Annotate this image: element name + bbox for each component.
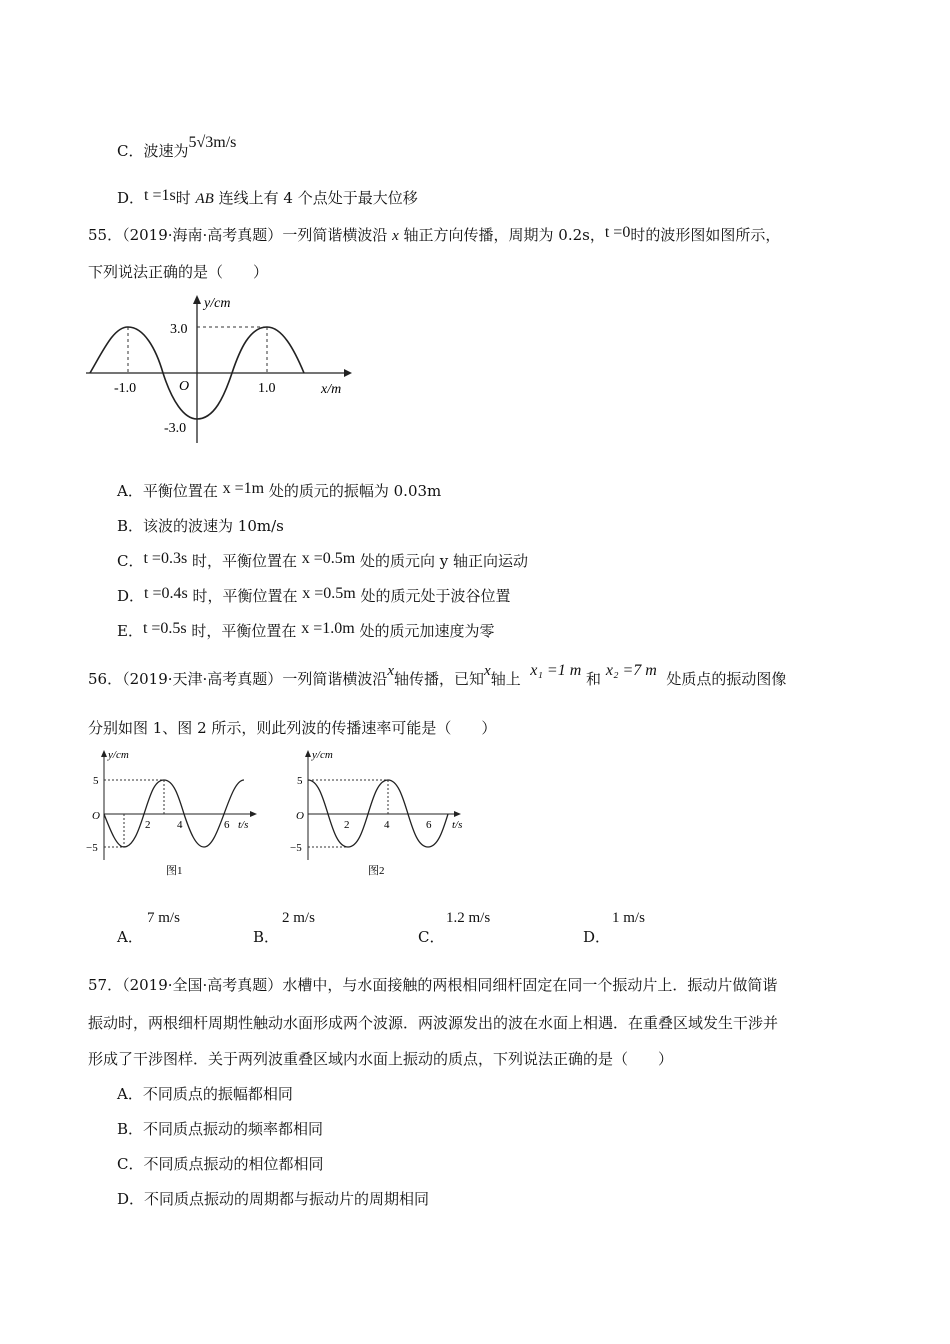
y-axis-arrow <box>193 295 201 304</box>
fig1-caption: 图1 <box>166 865 183 877</box>
wave-speed-value: 5√3m/s <box>188 134 237 151</box>
q55-option-a[interactable]: A．平衡位置在 x =1m 处的质元的振幅为 0.03m <box>117 480 442 500</box>
fig2-caption: 图2 <box>368 865 385 877</box>
svg-text:6: 6 <box>426 819 432 831</box>
y-axis-label: y/cm <box>204 296 231 311</box>
q55-stem-line1: 55．（2019·海南·高考真题）一列简谐横波沿 x 轴正方向传播，周期为 0.2s，t =0时的波形图如图所示， <box>88 224 781 244</box>
q57-stem-line3: 形成了干涉图样．关于两列波重叠区域内水面上振动的质点，下列说法正确的是（ ） <box>88 1050 674 1068</box>
q57-option-d[interactable]: D．不同质点振动的周期都与振动片的周期相同 <box>117 1190 430 1208</box>
q57-stem-line2: 振动时，两根细杆周期性触动水面形成两个波源．两波源发出的波在水面上相遇．在重叠区域发生干涉并 <box>88 1014 779 1032</box>
q56-figure-2 <box>288 748 468 880</box>
svg-text:4: 4 <box>177 819 183 831</box>
q57-option-a[interactable]: A．不同质点的振幅都相同 <box>117 1085 293 1103</box>
svg-text:t/s: t/s <box>238 819 249 831</box>
q57-option-c[interactable]: C．不同质点振动的相位都相同 <box>117 1155 324 1173</box>
svg-text:−5: −5 <box>86 842 98 854</box>
q55-stem-line2: 下列说法正确的是（ ） <box>88 263 269 281</box>
q55-option-d[interactable]: D．t =0.4s 时，平衡位置在 x =0.5m 处的质元处于波谷位置 <box>117 585 511 605</box>
q57-option-b[interactable]: B．不同质点振动的频率都相同 <box>117 1120 324 1138</box>
q55-option-b[interactable]: B．该波的波速为 10m/s <box>117 517 284 535</box>
svg-text:2: 2 <box>344 819 350 831</box>
q57-stem-line1: 57．（2019·全国·高考真题）水槽中，与水面接触的两根相同细杆固定在同一个振动片上．振动片做简谐 <box>88 976 778 994</box>
svg-text:y/cm: y/cm <box>312 749 333 761</box>
svg-text:5: 5 <box>93 775 99 787</box>
x-axis-label: x/m <box>321 382 342 397</box>
svg-text:5: 5 <box>297 775 303 787</box>
x-axis-arrow <box>344 369 352 377</box>
q56-stem-line2: 分别如图 1、图 2 所示，则此列波的传播速率可能是（ ） <box>88 719 497 737</box>
svg-text:t/s: t/s <box>452 819 463 831</box>
q55-option-c[interactable]: C．t =0.3s 时，平衡位置在 x =0.5m 处的质元向 y 轴正向运动 <box>117 550 528 570</box>
svg-text:2: 2 <box>145 819 151 831</box>
origin-label: O <box>179 379 190 394</box>
x-tick-pos: 1.0 <box>258 381 276 396</box>
svg-text:O: O <box>296 810 304 822</box>
x-tick-neg: -1.0 <box>114 381 137 396</box>
svg-text:y/cm: y/cm <box>108 749 129 761</box>
y-tick-pos: 3.0 <box>170 322 188 337</box>
q56-figure-1 <box>84 748 264 880</box>
q54-option-c[interactable]: C．波速为5√3m/s <box>117 134 237 160</box>
svg-text:−5: −5 <box>290 842 302 854</box>
svg-text:6: 6 <box>224 819 230 831</box>
q56-stem-line1: 56．（2019·天津·高考真题）一列简谐横波沿x轴传播，已知x轴上 x₁ =1 m 和 x₂ =7 m 处质点的振动图像 <box>88 662 787 688</box>
svg-text:O: O <box>92 810 100 822</box>
q55-option-e[interactable]: E．t =0.5s 时，平衡位置在 x =1.0m 处的质元加速度为零 <box>117 620 495 640</box>
q55-wave-graph <box>84 293 364 453</box>
svg-text:4: 4 <box>384 819 390 831</box>
y-tick-neg: -3.0 <box>164 421 187 436</box>
q54-option-d[interactable]: D．t =1s时 AB 连线上有 4 个点处于最大位移 <box>117 187 418 207</box>
